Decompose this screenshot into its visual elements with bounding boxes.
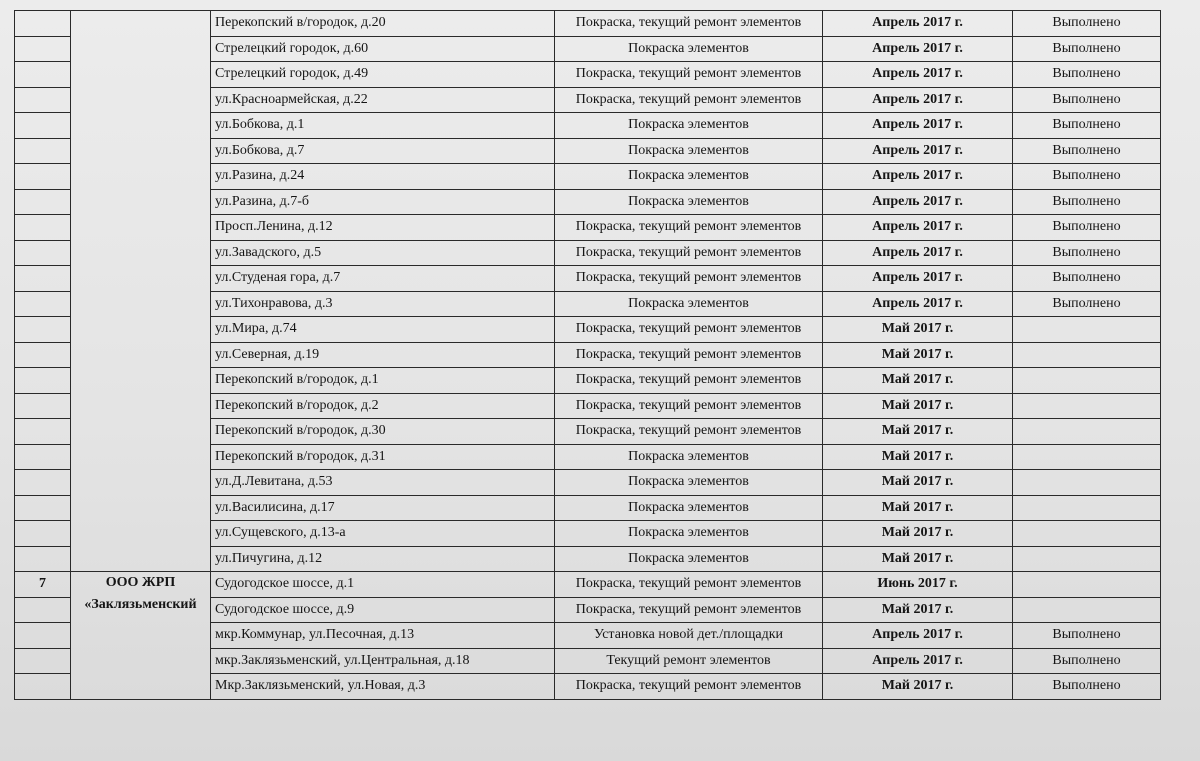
status-cell [1013,470,1161,496]
date-cell: Май 2017 г. [823,368,1013,394]
row-number-cell [15,521,71,547]
date-cell: Май 2017 г. [823,393,1013,419]
date-cell: Май 2017 г. [823,342,1013,368]
date-cell: Апрель 2017 г. [823,240,1013,266]
row-number-cell [15,189,71,215]
table-row [15,11,1161,37]
work-type-cell: Покраска, текущий ремонт элементов [555,240,823,266]
address-cell: Перекопский в/городок, д.1 [211,368,555,394]
date-cell: Май 2017 г. [823,495,1013,521]
status-cell: Выполнено [1013,240,1161,266]
date-cell: Май 2017 г. [823,546,1013,572]
address-cell: Стрелецкий городок, д.60 [211,36,555,62]
status-cell: Выполнено [1013,113,1161,139]
address-cell: ул.Сущевского, д.13-а [211,521,555,547]
work-type-cell: Покраска, текущий ремонт элементов [555,419,823,445]
row-number-cell [15,495,71,521]
work-type-cell: Установка новой дет./площадки [555,623,823,649]
row-number-cell [15,419,71,445]
work-type-cell: Покраска, текущий ремонт элементов [555,597,823,623]
row-number-cell [15,470,71,496]
date-cell: Май 2017 г. [823,521,1013,547]
date-cell: Апрель 2017 г. [823,215,1013,241]
address-cell: Судогодское шоссе, д.9 [211,597,555,623]
organization-name-line1: ООО ЖРП [105,575,176,590]
address-cell: ул.Завадского, д.5 [211,240,555,266]
address-cell: ул.Пичугина, д.12 [211,546,555,572]
work-type-cell: Покраска, текущий ремонт элементов [555,572,823,598]
work-type-cell: Покраска, текущий ремонт элементов [555,215,823,241]
row-number-cell [15,444,71,470]
row-number-cell [15,164,71,190]
work-type-cell: Покраска элементов [555,495,823,521]
address-cell: ул.Бобкова, д.1 [211,113,555,139]
date-cell: Апрель 2017 г. [823,87,1013,113]
table-row [15,572,1161,598]
address-cell: мкр.Коммунар, ул.Песочная, д.13 [211,623,555,649]
row-number-cell [15,342,71,368]
work-type-cell: Покраска элементов [555,444,823,470]
work-type-cell: Покраска, текущий ремонт элементов [555,368,823,394]
status-cell [1013,419,1161,445]
row-number-cell: 7 [15,572,71,598]
row-number-cell [15,546,71,572]
row-number-cell [15,36,71,62]
date-cell: Апрель 2017 г. [823,164,1013,190]
work-type-cell: Покраска, текущий ремонт элементов [555,342,823,368]
date-cell: Апрель 2017 г. [823,648,1013,674]
date-cell: Апрель 2017 г. [823,11,1013,37]
address-cell: Судогодское шоссе, д.1 [211,572,555,598]
status-cell: Выполнено [1013,87,1161,113]
row-number-cell [15,393,71,419]
organization-cell [71,572,211,700]
work-type-cell: Покраска, текущий ремонт элементов [555,11,823,37]
row-number-cell [15,11,71,37]
work-type-cell: Покраска элементов [555,470,823,496]
date-cell: Май 2017 г. [823,597,1013,623]
status-cell [1013,521,1161,547]
date-cell: Май 2017 г. [823,444,1013,470]
work-type-cell: Покраска, текущий ремонт элементов [555,87,823,113]
row-number-cell [15,62,71,88]
row-number-cell [15,138,71,164]
address-cell: Перекопский в/городок, д.2 [211,393,555,419]
status-cell [1013,495,1161,521]
address-cell: ул.Тихонравова, д.3 [211,291,555,317]
status-cell [1013,444,1161,470]
date-cell: Май 2017 г. [823,419,1013,445]
status-cell: Выполнено [1013,164,1161,190]
work-type-cell: Покраска элементов [555,36,823,62]
row-number-cell [15,87,71,113]
status-cell: Выполнено [1013,36,1161,62]
address-cell: ул.Мира, д.74 [211,317,555,343]
work-type-cell: Текущий ремонт элементов [555,648,823,674]
status-cell [1013,342,1161,368]
status-cell: Выполнено [1013,623,1161,649]
status-cell: Выполнено [1013,648,1161,674]
date-cell: Апрель 2017 г. [823,291,1013,317]
row-number-cell [15,597,71,623]
address-cell: ул.Д.Левитана, д.53 [211,470,555,496]
status-cell: Выполнено [1013,189,1161,215]
address-cell: Перекопский в/городок, д.20 [211,11,555,37]
date-cell: Май 2017 г. [823,317,1013,343]
status-cell [1013,368,1161,394]
status-cell [1013,572,1161,598]
date-cell: Апрель 2017 г. [823,623,1013,649]
status-cell: Выполнено [1013,62,1161,88]
row-number-cell [15,623,71,649]
address-cell: Мкр.Заклязьменский, ул.Новая, д.3 [211,674,555,700]
address-cell: ул.Северная, д.19 [211,342,555,368]
organization-cell [71,11,211,572]
work-type-cell: Покраска, текущий ремонт элементов [555,266,823,292]
address-cell: Перекопский в/городок, д.31 [211,444,555,470]
date-cell: Апрель 2017 г. [823,189,1013,215]
address-cell: ул.Разина, д.7-б [211,189,555,215]
date-cell: Июнь 2017 г. [823,572,1013,598]
address-cell: Просп.Ленина, д.12 [211,215,555,241]
address-cell: Стрелецкий городок, д.49 [211,62,555,88]
work-table [14,10,1161,700]
work-type-cell: Покраска элементов [555,138,823,164]
date-cell: Апрель 2017 г. [823,138,1013,164]
address-cell: ул.Разина, д.24 [211,164,555,190]
address-cell: Перекопский в/городок, д.30 [211,419,555,445]
status-cell: Выполнено [1013,266,1161,292]
address-cell: ул.Студеная гора, д.7 [211,266,555,292]
organization-name-line2: «Заклязьменский [84,597,197,612]
row-number-cell [15,215,71,241]
work-type-cell: Покраска элементов [555,521,823,547]
row-number-cell [15,368,71,394]
status-cell [1013,546,1161,572]
work-type-cell: Покраска элементов [555,291,823,317]
date-cell: Май 2017 г. [823,674,1013,700]
work-type-cell: Покраска элементов [555,113,823,139]
status-cell: Выполнено [1013,11,1161,37]
address-cell: ул.Красноармейская, д.22 [211,87,555,113]
work-type-cell: Покраска, текущий ремонт элементов [555,674,823,700]
row-number-cell [15,674,71,700]
work-type-cell: Покраска элементов [555,189,823,215]
status-cell: Выполнено [1013,674,1161,700]
status-cell [1013,597,1161,623]
work-type-cell: Покраска, текущий ремонт элементов [555,62,823,88]
date-cell: Апрель 2017 г. [823,62,1013,88]
address-cell: ул.Бобкова, д.7 [211,138,555,164]
date-cell: Апрель 2017 г. [823,266,1013,292]
status-cell [1013,317,1161,343]
status-cell [1013,393,1161,419]
work-type-cell: Покраска, текущий ремонт элементов [555,393,823,419]
row-number-cell [15,266,71,292]
work-type-cell: Покраска элементов [555,546,823,572]
address-cell: мкр.Заклязьменский, ул.Центральная, д.18 [211,648,555,674]
status-cell: Выполнено [1013,138,1161,164]
address-cell: ул.Василисина, д.17 [211,495,555,521]
row-number-cell [15,317,71,343]
row-number-cell [15,113,71,139]
date-cell: Май 2017 г. [823,470,1013,496]
work-table-body [15,11,1161,700]
row-number-cell [15,648,71,674]
date-cell: Апрель 2017 г. [823,113,1013,139]
work-type-cell: Покраска элементов [555,164,823,190]
row-number-cell [15,291,71,317]
work-type-cell: Покраска, текущий ремонт элементов [555,317,823,343]
date-cell: Апрель 2017 г. [823,36,1013,62]
status-cell: Выполнено [1013,291,1161,317]
row-number-cell [15,240,71,266]
status-cell: Выполнено [1013,215,1161,241]
